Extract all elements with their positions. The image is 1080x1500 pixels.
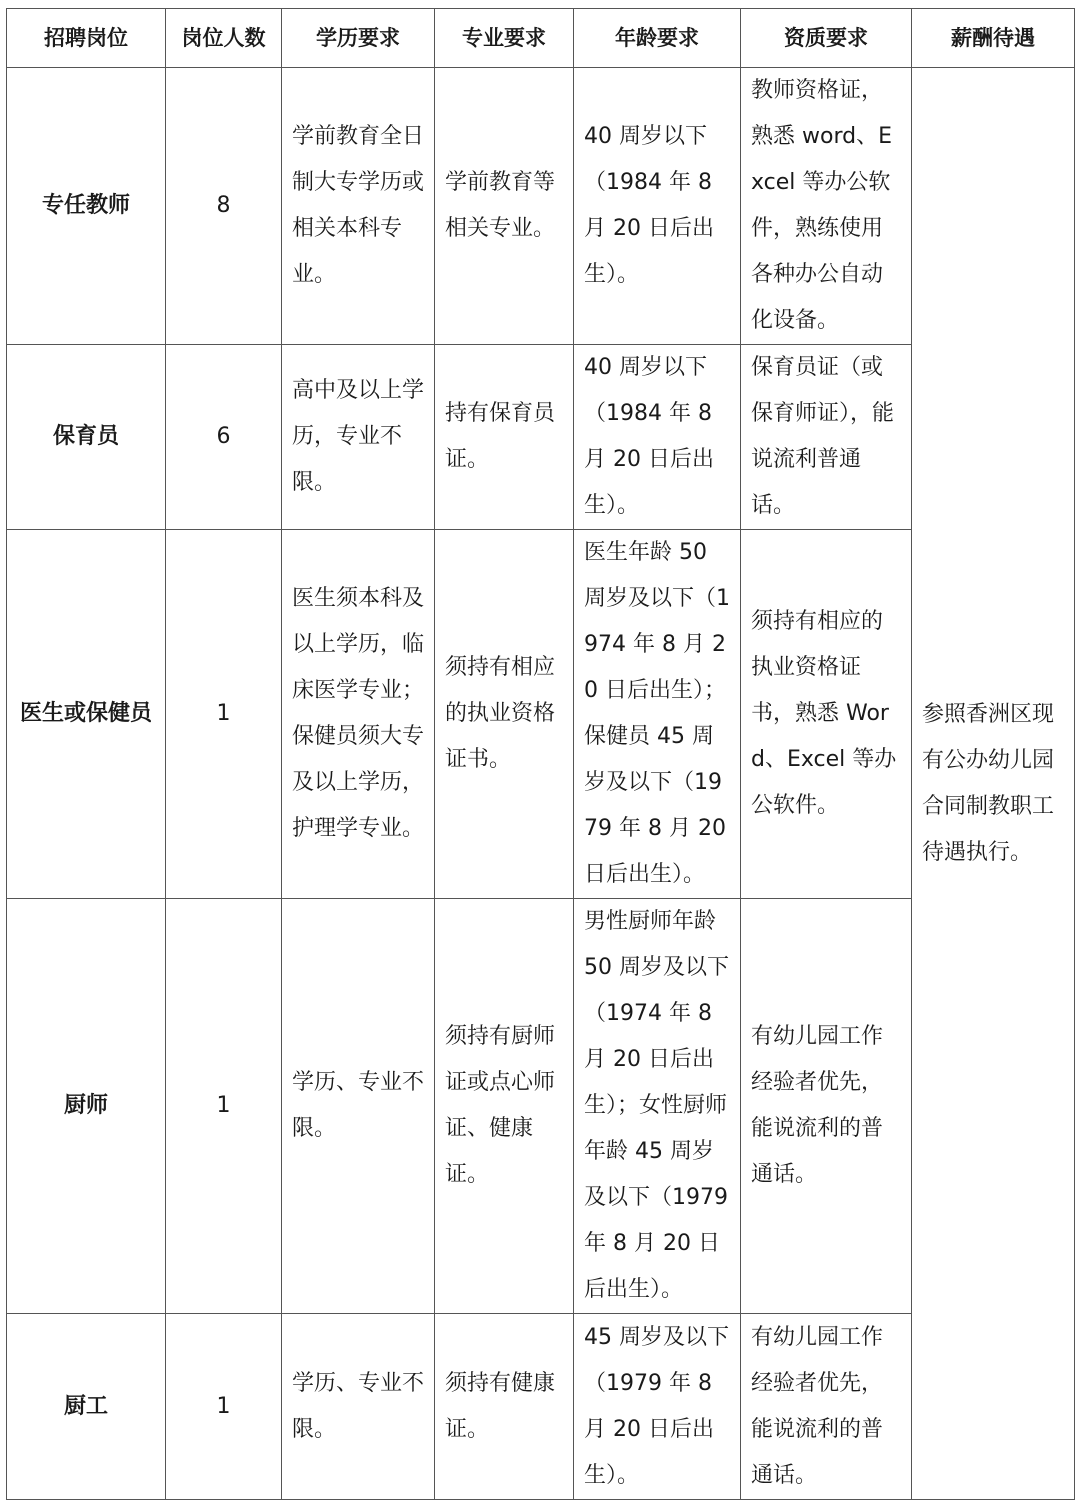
age-cell: 40 周岁以下（1984 年 8 月 20 日后出生）。: [574, 345, 741, 530]
major-cell: 须持有健康证。: [435, 1314, 574, 1500]
count-cell: 1: [166, 530, 282, 899]
header-position: 招聘岗位: [7, 9, 166, 68]
qualification-cell: 有幼儿园工作经验者优先，能说流利的普通话。: [741, 899, 912, 1314]
education-cell: 学历、专业不限。: [282, 899, 435, 1314]
position-cell: 厨工: [7, 1314, 166, 1500]
table-row: [7, 68, 1075, 345]
education-cell: 学前教育全日制大专学历或相关本科专业。: [282, 68, 435, 345]
age-cell: 男性厨师年龄 50 周岁及以下（1974 年 8 月 20 日后出生）；女性厨师年龄 45 周岁及以下（1979 年 8 月 20 日后出生）。: [574, 899, 741, 1314]
count-cell: 1: [166, 1314, 282, 1500]
position-cell: 专任教师: [7, 68, 166, 345]
header-qualification: 资质要求: [741, 9, 912, 68]
recruitment-table: [6, 8, 1075, 1500]
age-cell: 医生年龄 50 周岁及以下（1974 年 8 月 20 日后出生）；保健员 45 周岁及以下（1979 年 8 月 20 日后出生）。: [574, 530, 741, 899]
age-cell: 40 周岁以下（1984 年 8 月 20 日后出生）。: [574, 68, 741, 345]
qualification-cell: 教师资格证，熟悉 word、Excel 等办公软件，熟练使用各种办公自动化设备。: [741, 68, 912, 345]
count-cell: 8: [166, 68, 282, 345]
position-cell: 医生或保健员: [7, 530, 166, 899]
major-cell: 持有保育员证。: [435, 345, 574, 530]
education-cell: 高中及以上学历，专业不限。: [282, 345, 435, 530]
header-education: 学历要求: [282, 9, 435, 68]
position-cell: 保育员: [7, 345, 166, 530]
age-cell: 45 周岁及以下（1979 年 8 月 20 日后出生）。: [574, 1314, 741, 1500]
qualification-cell: 有幼儿园工作经验者优先，能说流利的普通话。: [741, 1314, 912, 1500]
major-cell: 须持有厨师证或点心师证、健康证。: [435, 899, 574, 1314]
salary-cell: 参照香洲区现有公办幼儿园合同制教职工待遇执行。: [912, 68, 1075, 1500]
count-cell: 1: [166, 899, 282, 1314]
qualification-cell: 保育员证（或保育师证），能说流利普通话。: [741, 345, 912, 530]
major-cell: 学前教育等相关专业。: [435, 68, 574, 345]
education-cell: 医生须本科及以上学历，临床医学专业；保健员须大专及以上学历，护理学专业。: [282, 530, 435, 899]
education-cell: 学历、专业不限。: [282, 1314, 435, 1500]
major-cell: 须持有相应的执业资格证书。: [435, 530, 574, 899]
header-major: 专业要求: [435, 9, 574, 68]
header-count: 岗位人数: [166, 9, 282, 68]
header-salary: 薪酬待遇: [912, 9, 1075, 68]
count-cell: 6: [166, 345, 282, 530]
header-age: 年龄要求: [574, 9, 741, 68]
position-cell: 厨师: [7, 899, 166, 1314]
header-row: [7, 9, 1075, 68]
qualification-cell: 须持有相应的执业资格证书，熟悉 Word、Excel 等办公软件。: [741, 530, 912, 899]
recruitment-table-wrapper: [6, 8, 1075, 1500]
